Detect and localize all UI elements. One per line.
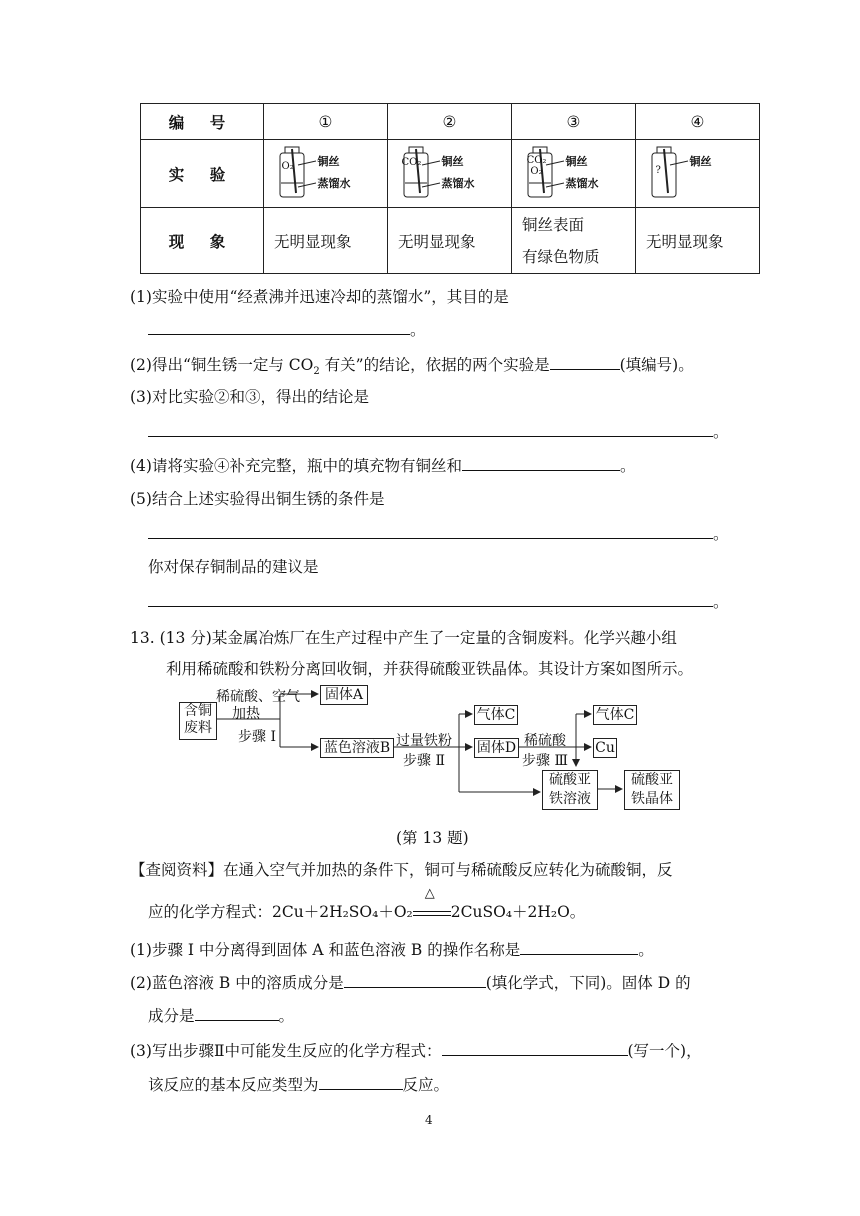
q12-part1-answer: 。 [148,318,426,340]
q12-part5-suggest-answer: 。 [148,590,729,612]
water-label: 蒸馏水 [317,176,351,190]
col-id-2: ② [388,104,512,140]
iron-reagent-label: 过量铁粉 [396,733,452,749]
row-header-experiment: 实 验 [141,140,264,208]
copper-wire-label: 铜丝 [441,154,464,168]
step3-label: 步骤 Ⅲ [522,753,568,769]
heat-condition [413,886,451,917]
answer-blank[interactable] [442,1041,628,1056]
jar-gas-label: CO₂ [401,156,422,168]
cu-box: Cu [593,738,617,758]
solid-a-box: 固体A [320,685,368,705]
q12-part2: (2)得出“铜生锈一定与 $CO_2$ 有关”的结论，依据的两个实验是 (填编号)。 [130,356,694,378]
q13-part2-cont: 成分是 。 [148,1007,295,1025]
jar-gas-label: CO₂ O₂ [526,154,547,177]
solid-d-box: 固体D [474,738,519,758]
info-line-1: 【查阅资料】在通入空气并加热的条件下，铜可与稀硫酸反应转化为硫酸铜，反 [130,861,673,879]
gas-c-box: 气体C [474,705,518,725]
answer-blank[interactable] [344,973,486,988]
copper-wire-label: 铜丝 [565,154,588,168]
figure-caption: (第 13 题) [396,829,469,847]
copper-wire-label: 铜丝 [689,154,712,168]
q13-part2: (2)蓝色溶液 B 中的溶质成分是 (填化学式，下同)。固体 D 的 [130,974,691,992]
jar-gas-label: O₂ [281,160,294,172]
phenomenon-2: 无明显现象 [388,208,512,274]
gas-c2-box: 气体C [593,705,637,725]
col-id-4: ④ [636,104,760,140]
q12-part5: (5)结合上述实验得出铜生锈的条件是 [130,490,385,508]
q12-part3: (3)对比实验②和③，得出的结论是 [130,388,369,406]
q12-part5-suggest: 你对保存铜制品的建议是 [148,558,319,576]
step2-label: 步骤 Ⅱ [403,753,445,769]
feso4-crystal-box: 硫酸亚 铁晶体 [624,770,680,810]
q12-part1: (1)实验中使用“经煮沸并迅速冷却的蒸馏水”，其目的是 [130,288,509,306]
water-label: 蒸馏水 [565,176,599,190]
row-header-phenomenon: 现 象 [141,208,264,274]
step1-label: 步骤 Ⅰ [238,729,276,745]
answer-blank[interactable] [195,1006,279,1021]
answer-blank[interactable] [319,1075,403,1090]
info-line-2: 应的化学方程式：2Cu＋2H₂SO₄＋O₂ △ 2CuSO₄＋2H₂O。 [148,886,586,921]
solution-b-box: 蓝色溶液B [320,738,394,758]
q12-part3-answer: 。 [148,420,729,442]
equals-sign [413,911,451,916]
q13-intro-2: 利用稀硫酸和铁粉分离回收铜，并获得硫酸亚铁晶体。其设计方案如图所示。 [166,660,694,678]
q13-intro-1: 13. (13 分)某金属冶炼厂在生产过程中产生了一定量的含铜废料。化学兴趣小组 [130,629,677,647]
phenomenon-4: 无明显现象 [636,208,760,274]
acid-reagent-label: 稀硫酸 [524,733,566,749]
q13-part3-cont: 该反应的基本反应类型为 反应。 [148,1076,450,1094]
phenomenon-3-line1: 铜丝表面 [522,215,585,234]
water-label: 蒸馏水 [441,176,475,190]
jar-gas-label: ? [655,164,661,176]
q12-part5-answer: 。 [148,522,729,544]
reagent-2-label: 加热 [232,706,260,722]
phenomenon-1: 无明显现象 [264,208,388,274]
phenomenon-3-line2: 有绿色物质 [522,247,600,266]
feso4-solution-box: 硫酸亚 铁溶液 [542,770,598,810]
delta-icon: △ [424,886,435,901]
reagent-1-label: 稀硫酸、空气 [216,689,300,705]
page-number: 4 [425,1113,433,1127]
waste-box: 含铜 废料 [179,702,217,740]
q12-part4: (4)请将实验④补充完整，瓶中的填充物有铜丝和 。 [130,457,636,475]
row-header-number: 编 号 [141,104,264,140]
col-id-3: ③ [512,104,636,140]
q13-part3: (3)写出步骤Ⅱ中可能发生反应的化学方程式： (写一个)， [130,1042,702,1060]
q13-part1: (1)步骤 I 中分离得到固体 A 和蓝色溶液 B 的操作名称是 。 [130,941,654,959]
copper-wire-label: 铜丝 [317,154,340,168]
answer-blank[interactable] [520,940,638,955]
col-id-1: ① [264,104,388,140]
